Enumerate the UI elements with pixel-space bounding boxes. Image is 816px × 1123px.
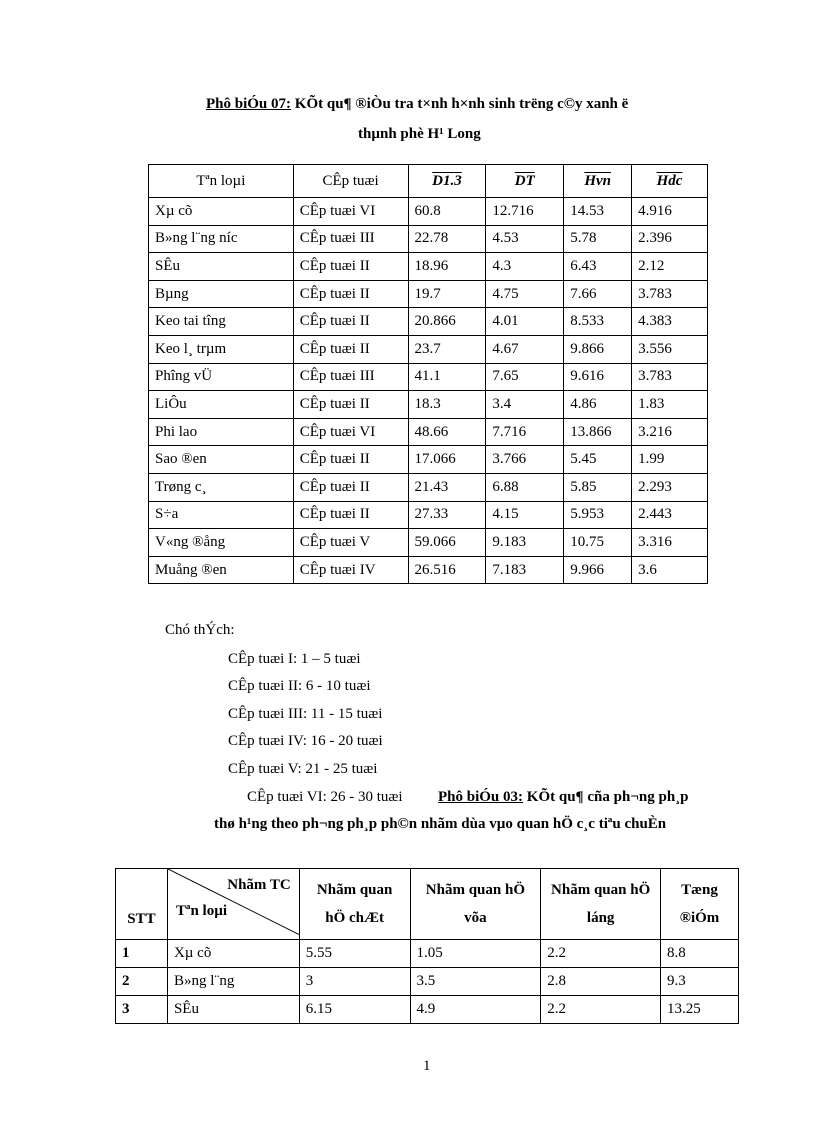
growth-table-header-row [149,165,708,198]
table-cell: 3 [299,968,410,996]
table-row [149,418,708,446]
table-cell: 2.2 [541,996,661,1024]
table-cell: 48.66 [408,418,486,446]
stt-cell: 1 [116,940,168,968]
table-cell: CÊp tuæi II [293,473,408,501]
table-row [149,253,708,281]
table-cell: CÊp tuæi II [293,391,408,419]
table-cell: 23.7 [408,335,486,363]
ranking-table-header-row [116,869,739,940]
header-age-class: CÊp tuæi [293,165,408,198]
table-cell: 6.43 [564,253,632,281]
table-cell: Muång ®en [149,556,294,584]
table-cell: CÊp tuæi II [293,446,408,474]
table-cell: 7.66 [564,280,632,308]
table-cell: 9.966 [564,556,632,584]
table-cell: Keo tai tîng [149,308,294,336]
table-cell: CÊp tuæi IV [293,556,408,584]
table1-caption-line2: thµnh phè H¹ Long [358,126,481,142]
table1-caption-text: KÕt qu¶ ®iÒu tra t×nh h×nh sinh trëng c©y xanh ë [291,96,629,112]
table-cell: 13.25 [661,996,739,1024]
header-stt: STT [116,869,168,940]
note-item: CÊp tuæi VI: 26 - 30 tuæi [247,789,403,805]
table-row [116,968,739,996]
table-cell: 7.716 [486,418,564,446]
table-cell: CÊp tuæi II [293,280,408,308]
header-hdc: $\overline{Hdc}$ [632,165,708,198]
header-loose-group: Nhãm quan hÖ láng [541,869,661,940]
header-close-group: Nhãm quan hÖ chÆt [299,869,410,940]
table-cell: 1.83 [632,391,708,419]
header-medium-group: Nhãm quan hÖ võa [410,869,541,940]
stt-cell: 2 [116,968,168,996]
table-cell: 3.783 [632,280,708,308]
table-cell: 14.53 [564,198,632,226]
table-cell: CÊp tuæi II [293,501,408,529]
table-cell: 18.3 [408,391,486,419]
table-cell: 4.67 [486,335,564,363]
note-item: CÊp tuæi II: 6 - 10 tuæi [228,678,371,694]
growth-table [148,164,708,584]
table-cell: 5.85 [564,473,632,501]
table-cell: V«ng ®ång [149,529,294,557]
header-diagonal-cell [167,869,299,940]
note-item: CÊp tuæi IV: 16 - 20 tuæi [228,733,383,749]
table-cell: 21.43 [408,473,486,501]
notes-heading: Chó thÝch: [165,622,235,638]
note-item: CÊp tuæi V: 21 - 25 tuæi [228,761,378,777]
table-cell: 9.866 [564,335,632,363]
table-cell: SÊu [167,996,299,1024]
table-row [149,529,708,557]
header-total-score: Tæng ®iÓm [661,869,739,940]
header-d13: D1.3 [408,165,486,198]
table-row [149,280,708,308]
table-cell: 10.75 [564,529,632,557]
table-cell: Xµ cõ [149,198,294,226]
table-cell: 9.183 [486,529,564,557]
table-cell: 1.05 [410,940,541,968]
table-cell: 19.7 [408,280,486,308]
table-cell: 7.183 [486,556,564,584]
table-row [149,473,708,501]
table2-caption [438,789,689,806]
table-cell: 1.99 [632,446,708,474]
header-group-label: Nhãm TC [227,877,291,893]
table-cell: CÊp tuæi II [293,308,408,336]
table-cell: CÊp tuæi III [293,225,408,253]
table-cell: 2.396 [632,225,708,253]
table-cell: LiÔu [149,391,294,419]
table-cell: Phi lao [149,418,294,446]
table-cell: Phîng vÜ [149,363,294,391]
table-cell: 4.916 [632,198,708,226]
table-row [149,363,708,391]
table-row [116,940,739,968]
note-item: CÊp tuæi I: 1 – 5 tuæi [228,651,361,667]
page-number: 1 [423,1058,431,1074]
header-hvn: $\overline{Hvn}$ [564,165,632,198]
table-cell: 3.556 [632,335,708,363]
table-cell: 7.65 [486,363,564,391]
table-cell: CÊp tuæi II [293,335,408,363]
table2-caption-text: KÕt qu¶ cña ph¬ng ph¸p [523,789,689,805]
table-cell: 20.866 [408,308,486,336]
table-cell: 3.216 [632,418,708,446]
table-cell: 4.01 [486,308,564,336]
table-cell: 59.066 [408,529,486,557]
table-cell: Bµng [149,280,294,308]
note-item: CÊp tuæi III: 11 - 15 tuæi [228,706,383,722]
table-cell: 3.4 [486,391,564,419]
table-cell: 4.75 [486,280,564,308]
table-cell: S÷a [149,501,294,529]
header-species-label: Tªn loµi [175,903,228,919]
table-cell: 3.316 [632,529,708,557]
table-row [116,996,739,1024]
table-cell: 5.55 [299,940,410,968]
table-cell: 18.96 [408,253,486,281]
table-cell: 17.066 [408,446,486,474]
table-cell: 4.383 [632,308,708,336]
table-cell: 4.53 [486,225,564,253]
table-cell: 60.8 [408,198,486,226]
table-row [149,225,708,253]
table-cell: CÊp tuæi VI [293,198,408,226]
table-cell: 6.88 [486,473,564,501]
table-cell: CÊp tuæi III [293,363,408,391]
table-cell: 2.293 [632,473,708,501]
table-cell: 27.33 [408,501,486,529]
table-cell: B»ng l¨ng níc [149,225,294,253]
table-cell: CÊp tuæi V [293,529,408,557]
table-cell: 4.9 [410,996,541,1024]
table-cell: 3.5 [410,968,541,996]
table-cell: Keo l¸ trµm [149,335,294,363]
table-cell: 13.866 [564,418,632,446]
table-cell: 3.783 [632,363,708,391]
table1-caption [206,96,628,113]
table2-caption-line2: thø h¹ng theo ph¬ng ph¸p ph©n nhãm dùa vµo quan hÖ c¸c tiªu chuÈn [214,816,667,832]
table-cell: 2.2 [541,940,661,968]
table-cell: 2.8 [541,968,661,996]
table2-caption-lead: Phô biÓu 03: [438,789,524,805]
table-cell: Sao ®en [149,446,294,474]
table1-caption-lead: Phô biÓu 07: [206,96,292,112]
stt-cell: 3 [116,996,168,1024]
table-row [149,556,708,584]
table-cell: 4.15 [486,501,564,529]
table-row [149,308,708,336]
table-row [149,335,708,363]
table-cell: CÊp tuæi VI [293,418,408,446]
table-cell: 2.12 [632,253,708,281]
ranking-table [115,868,739,1024]
table-cell: 3.766 [486,446,564,474]
table-cell: 4.3 [486,253,564,281]
table-row [149,198,708,226]
table-cell: 4.86 [564,391,632,419]
table-cell: 9.616 [564,363,632,391]
table-cell: 3.6 [632,556,708,584]
table-cell: 8.533 [564,308,632,336]
table-cell: 2.443 [632,501,708,529]
table-cell: 8.8 [661,940,739,968]
table-cell: 22.78 [408,225,486,253]
table-row [149,501,708,529]
table-cell: CÊp tuæi II [293,253,408,281]
table-cell: 41.1 [408,363,486,391]
table-cell: 5.45 [564,446,632,474]
table-row [149,391,708,419]
table-cell: 5.953 [564,501,632,529]
header-dt: $\overline{DT}$ [486,165,564,198]
table-cell: 5.78 [564,225,632,253]
table-row [149,446,708,474]
table-cell: Xµ cõ [167,940,299,968]
table-cell: SÊu [149,253,294,281]
table-cell: 12.716 [486,198,564,226]
table-cell: 26.516 [408,556,486,584]
table-cell: 6.15 [299,996,410,1024]
table-cell: B»ng l¨ng [167,968,299,996]
table-cell: 9.3 [661,968,739,996]
table-cell: Trøng c¸ [149,473,294,501]
header-species: Tªn loµi [149,165,294,198]
